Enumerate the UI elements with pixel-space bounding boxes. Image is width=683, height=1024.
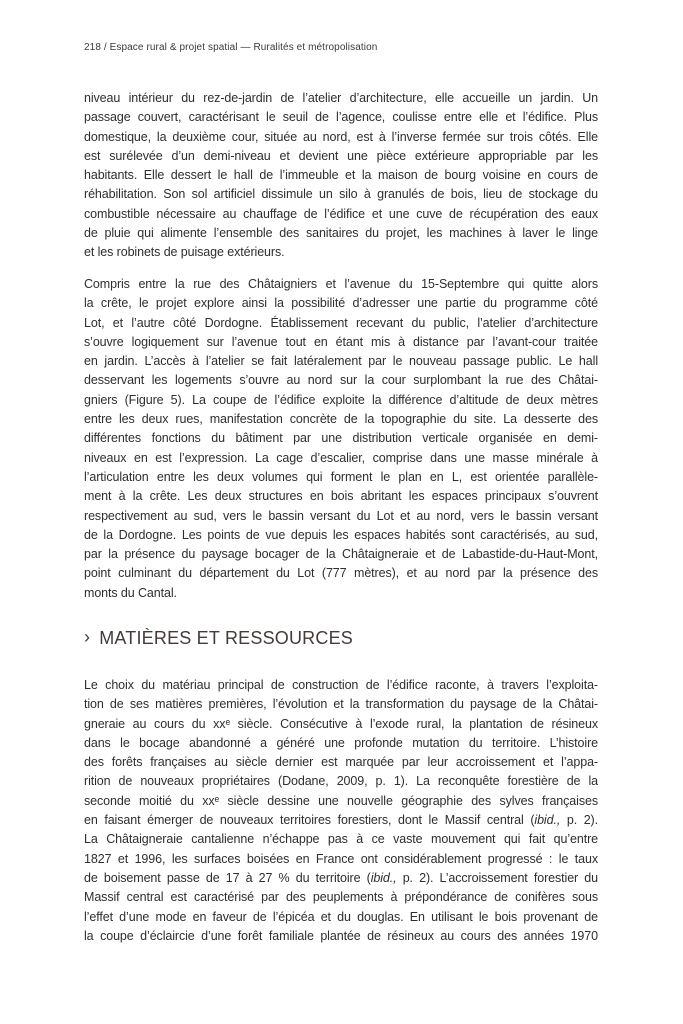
text-line: 1827 et 1996, les surfaces boisées en France ont considérablement progressé : le taux [84,851,598,866]
text-line: passage couvert, caractérisant le seuil de l’agence, coulisse entre elle et l’édifice. Plus [84,110,598,125]
running-header: 218 / Espace rural & projet spatial — Ruralités et métropolisation [84,42,378,53]
text-line: de la Dordogne. Les points de vue depuis les espaces habités sont caractérisés, au sud, [84,527,598,542]
text-line: desservant les logements s’ouvre au nord sur la cour surplombant la rue des Châtai- [84,373,598,388]
section-title: MATIÈRES ET RESSOURCES [99,628,353,648]
paragraph-1 [84,89,598,263]
text-line: entre les deux rues, manifestation concrète de la topographie du site. La desserte des [84,412,598,427]
text-line: habitants. Elle dessert le hall de l’immeuble et la maison de bourg voisine en cours de [84,168,598,183]
text-line: des forêts françaises au siècle dernier est marquée par leur accroissement et l’appa- [84,755,598,770]
text-line: domestique, la deuxième cour, située au nord, est à l’inverse fermée sur trois côtés. Elle [84,129,598,144]
text-line: la crête, le projet explore ainsi la possibilité d’adresser une partie du programme côté [84,296,598,311]
text-line: rition de nouveaux propriétaires (Dodane, 2009, p. 1). La reconquête forestière de la [84,774,598,789]
text-line: réhabilitation. Son sol artificiel dissimule un silo à granulés de bois, lieu de stockage du [84,187,598,202]
text-line: ment à la crête. Les deux structures en bois abritant les espaces principaux s’ouvrent [84,489,598,504]
section-heading [84,628,598,649]
text-line: gneraie au cours du xxᵉ siècle. Consécutive à l’exode rural, la plantation de résineux [84,716,598,731]
text-line: la coupe d’éclaircie d’une forêt familiale plantée de résineux au cours des années 1970 [84,928,598,943]
text-line: niveaux en est l’expression. La cage d’escalier, comprise dans une masse minérale à [84,450,598,465]
text-line: par la présence du paysage bocager de la Châtaigneraie et de Labastide-du-Haut-Mont, [84,547,598,562]
text-line: et les robinets de puisage extérieurs. [84,245,285,260]
text-line: respectivement au sud, vers le bassin versant du Lot et au nord, vers le bassin versant [84,508,598,523]
text-line: combustible nécessaire au chauffage de l’édifice et une cuve de récupération des eaux [84,206,598,221]
text-line: Le choix du matériau principal de construction de l’édifice raconte, à travers l’exploita- [84,678,598,692]
text-line: dans le bocage abandonné a généré une profonde mutation du territoire. L’histoire [84,735,598,750]
text-line: en jardin. L’accès à l’atelier se fait latéralement par le nouveau passage public. Le hall [84,354,598,369]
text-line: Massif central est caractérisé par des peuplements à prépondérance de conifères sous [84,890,598,905]
paragraph-2 [84,275,598,603]
text-line: s’ouvre logiquement sur l’avenue tout en étant mis à distance par l’avant-cour traitée [84,334,598,349]
text-line: monts du Cantal. [84,585,177,600]
text-line: seconde moitié du xxᵉ siècle dessine une nouvelle géographie des sylves françaises [84,793,598,808]
paragraph-3 [84,676,598,946]
text-line: différentes fonctions du bâtiment par une distribution verticale organisée en demi- [84,431,598,446]
text-line: l’effet d’une mode en faveur de l’épicéa et du douglas. En utilisant le bois provenant de [84,909,598,924]
text-line: Lot, et l’autre côté Dordogne. Établissement recevant du public, l’atelier d’architecture [84,315,598,330]
text-line: niveau intérieur du rez-de-jardin de l’atelier d’architecture, elle accueille un jardin. Un [84,91,598,105]
text-line: tion de ses matières premières, l’évolution et la transformation du paysage de la Châtai- [84,697,598,712]
text-line: La Châtaigneraie cantalienne n’échappe pas à ce vaste mouvement qui fait qu’entre [84,832,598,847]
text-line: de pluie qui alimente l’ensemble des sanitaires du projet, les machines à laver le linge [84,226,598,241]
text-line: l’articulation entre les deux volumes qui forment le plan en L, est orientée parallèle- [84,469,598,484]
text-line: de boisement passe de 17 à 27 % du territoire (ibid., p. 2). L’accroissement forestier du [84,870,598,885]
text-line: Compris entre la rue des Châtaigniers et l’avenue du 15-Septembre qui quitte alors [84,277,598,291]
text-line: est surélevée d’un demi-niveau et devient une pièce extérieure appropriable par les [84,148,598,163]
text-line: gniers (Figure 5). La coupe de l’édifice exploite la différence d’altitude de deux mètres [84,392,598,407]
chevron-right-icon: › [84,627,91,647]
text-line: point culminant du département du Lot (777 mètres), et au nord par la présence des [84,566,598,581]
text-line: en faisant émerger de nouveaux territoires forestiers, dont le Massif central (ibid., p. 2). [84,813,598,828]
